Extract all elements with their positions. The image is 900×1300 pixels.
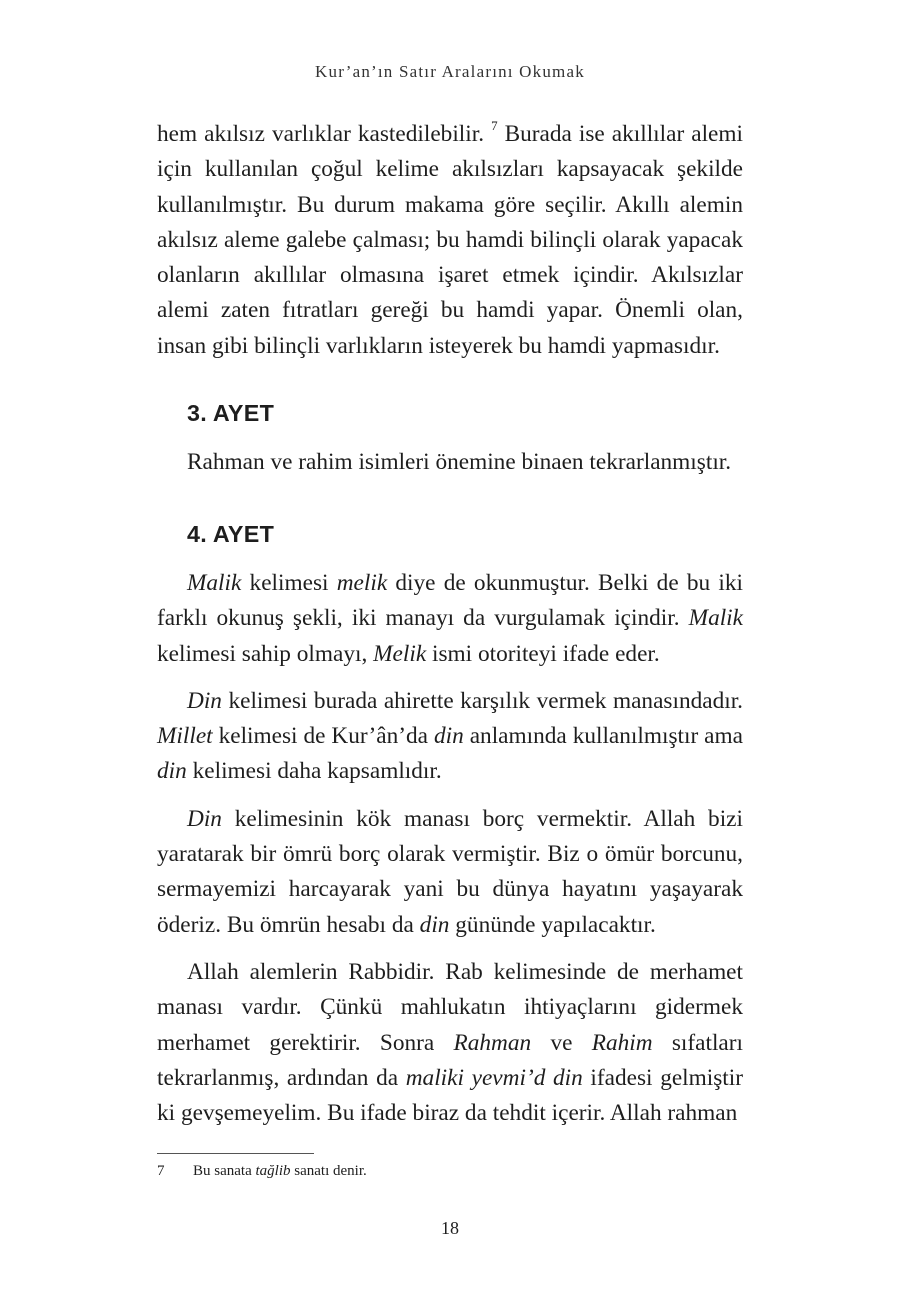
paragraph-4 bbox=[157, 684, 743, 790]
paragraph-1-text-a: hem akılsız varlıklar kastedilebilir. bbox=[157, 121, 485, 147]
paragraph-6-text: sıfatları tekrarlanmış, ardından da bbox=[157, 1029, 743, 1091]
paragraph-5-text: kelimesinin kök manası borç vermektir. Allah bizi yaratarak bir ömrü borç olarak vermiştir. Biz o ömür borcunu, sermayemizi harcayarak yani bu dünya hayatını yaşayarak öderiz. Bu ömrün hesabı da bbox=[157, 805, 743, 938]
paragraph-5 bbox=[157, 802, 743, 943]
italic-term: Melik bbox=[373, 640, 427, 667]
paragraph-3-text: kelimesi sahip olmayı, bbox=[157, 640, 374, 667]
footnote-number: 7 bbox=[157, 1163, 165, 1179]
paragraph-3-text: diye de okunmuştur. Belki de bu iki farklı okunuş şekli, iki manayı da vurgulamak içindir. bbox=[157, 569, 743, 632]
italic-term: din bbox=[433, 723, 464, 750]
paragraph-4-text: anlamında kullanılmıştır ama bbox=[463, 723, 743, 750]
paragraph-6-text: Allah alemlerin Rabbidir. Rab kelimesinde de merhamet manası vardır. Çünkü mahlukatın ihtiyaçlarını gidermek merhamet gerektirir. Sonra bbox=[157, 958, 743, 1056]
italic-term: Millet bbox=[157, 723, 213, 750]
footnote-divider bbox=[157, 1153, 314, 1154]
page-body bbox=[157, 117, 743, 1131]
footnote-italic-term: tağlib bbox=[255, 1163, 291, 1179]
section-heading-3-ayet: 3. AYET bbox=[187, 400, 275, 427]
footnote-reference[interactable]: 7 bbox=[491, 118, 498, 134]
footnote bbox=[157, 1160, 743, 1182]
paragraph-3 bbox=[157, 566, 743, 672]
paragraph-2: Rahman ve rahim isimleri önemine binaen tekrarlanmıştır. bbox=[187, 449, 732, 476]
paragraph-1 bbox=[157, 117, 743, 364]
running-head: Kur’an’ın Satır Aralarını Okumak bbox=[315, 62, 585, 81]
page-number: 18 bbox=[441, 1218, 459, 1238]
footnote-text: Bu sanata bbox=[193, 1163, 256, 1179]
italic-term: Din bbox=[187, 805, 222, 832]
section-heading-4-ayet: 4. AYET bbox=[187, 520, 275, 547]
paragraph-5-text: gününde yapılacaktır. bbox=[449, 911, 656, 938]
italic-term: maliki yevmi’d din bbox=[405, 1064, 583, 1091]
italic-term: Din bbox=[187, 687, 222, 714]
italic-term: Malik bbox=[187, 569, 242, 596]
paragraph-4-text: kelimesi daha kapsamlıdır. bbox=[186, 758, 442, 785]
paragraph-3-text: ismi otoriteyi ifade eder. bbox=[426, 640, 660, 667]
paragraph-1-text-b: Burada ise akıllılar alemi için kullanılan çoğul kelime akılsızları kapsayacak şekilde kullanılmıştır. Bu durum makama göre seçilir. Akıllı alemin akılsız aleme galebe çalması; bu hamdi bilinçli olarak yapacak olanların akıllılar olmasına işaret etmek içindir. Akılsızlar alemi zaten fıtratları gereği bu hamdi yapar. Önemli olan, insan gibi bilinçli varlıkların isteyerek bu hamdi yapmasıdır. bbox=[157, 121, 743, 359]
italic-term: din bbox=[419, 911, 450, 938]
paragraph-4-text: kelimesi de Kur’ân’da bbox=[212, 723, 434, 750]
italic-term: melik bbox=[336, 569, 388, 596]
footnote-text: sanatı denir. bbox=[290, 1163, 367, 1179]
italic-term: din bbox=[157, 758, 187, 785]
paragraph-6-text: ve bbox=[531, 1029, 592, 1056]
italic-term: Rahman bbox=[453, 1029, 532, 1056]
paragraph-6-text: ifadesi gelmiştir ki gevşemeyelim. Bu ifade biraz da tehdit içerir. Allah rahman bbox=[157, 1064, 744, 1127]
italic-term: Rahim bbox=[591, 1029, 653, 1056]
paragraph-3-text: kelimesi bbox=[241, 569, 337, 596]
paragraph-4-text: kelimesi burada ahirette karşılık vermek manasındadır. bbox=[221, 687, 743, 714]
paragraph-6 bbox=[157, 955, 743, 1131]
italic-term: Malik bbox=[688, 605, 743, 632]
